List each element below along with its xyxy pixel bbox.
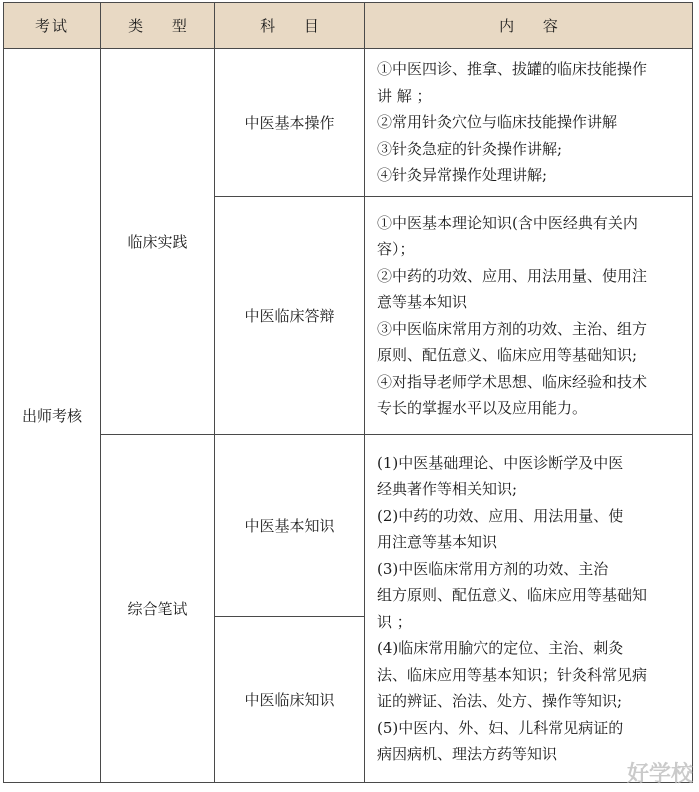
content-line: ①中医基本理论知识(含中医经典有关内 (377, 213, 638, 232)
content-line: 经典著作等相关知识; (377, 480, 518, 498)
content-line: ③针灸急症的针灸操作讲解; (377, 139, 563, 158)
content-line: ③中医临床常用方剂的功效、主治、组方 (377, 319, 648, 338)
header-exam: 考试 (4, 3, 101, 49)
content-cell (365, 197, 693, 435)
content-line: 识 ； (377, 612, 412, 631)
content-cell (365, 435, 693, 783)
type-cell (101, 49, 215, 435)
exam-name-cell (4, 49, 101, 783)
subject-label: 中医基本操作 (244, 114, 335, 132)
table-row (4, 49, 693, 197)
content-line: ②常用针灸穴位与临床技能操作讲解 (377, 113, 618, 132)
content-line: ②中药的功效、应用、用法用量、使用注 (377, 266, 648, 285)
subject-cell (215, 435, 365, 617)
subject-cell (215, 617, 365, 783)
watermark-logo: 好学校 (626, 762, 693, 787)
content-cell (365, 49, 693, 197)
table-row (4, 435, 693, 617)
header-row (4, 3, 693, 49)
type-label: 综合笔试 (127, 600, 188, 618)
content-line: (4)临床常用腧穴的定位、主治、刺灸 (377, 639, 624, 657)
header-content: 内 容 (365, 3, 693, 49)
content-line: 意等基本知识 (377, 293, 468, 311)
content-line: 专长的掌握水平以及应用能力。 (377, 399, 588, 417)
content-line: ④对指导老师学术思想、临床经验和技术 (377, 372, 648, 391)
content-line: ①中医四诊、推拿、拔罐的临床技能操作 (377, 60, 648, 79)
content-line: 组方原则、配伍意义、临床应用等基础知 (377, 586, 648, 604)
subject-cell (215, 49, 365, 197)
subject-label: 中医临床答辩 (244, 307, 335, 325)
content-line: (1)中医基础理论、中医诊断学及中医 (377, 453, 624, 472)
content-line: 法、临床应用等基本知识；针灸科常见病 (377, 665, 648, 684)
content-line: 讲 解 ； (377, 86, 432, 105)
content-line: 容）； (377, 240, 415, 258)
exam-name: 出师考核 (21, 407, 82, 425)
subject-label: 中医临床知识 (244, 691, 335, 709)
header-type: 类 型 (101, 3, 215, 49)
type-cell (101, 435, 215, 783)
content-line: (5)中医内、外、妇、儿科常见病证的 (377, 718, 624, 737)
subject-cell (215, 197, 365, 435)
subject-label: 中医基本知识 (244, 517, 335, 535)
content-line: (3)中医临床常用方剂的功效、主治 (377, 559, 609, 578)
content-line: 用注意等基本知识 (377, 533, 498, 551)
curriculum-table (3, 2, 693, 783)
content-line: 病因病机、理法方药等知识 (377, 745, 558, 763)
content-line: 证的辨证、治法、处方、操作等知识; (377, 692, 623, 710)
header-subject: 科 目 (215, 3, 365, 49)
content-line: (2)中药的功效、应用、用法用量、使 (377, 506, 624, 525)
type-label: 临床实践 (127, 233, 188, 251)
content-line: 原则、配伍意义、临床应用等基础知识; (377, 346, 638, 364)
content-line: ④针灸异常操作处理讲解; (377, 166, 548, 185)
